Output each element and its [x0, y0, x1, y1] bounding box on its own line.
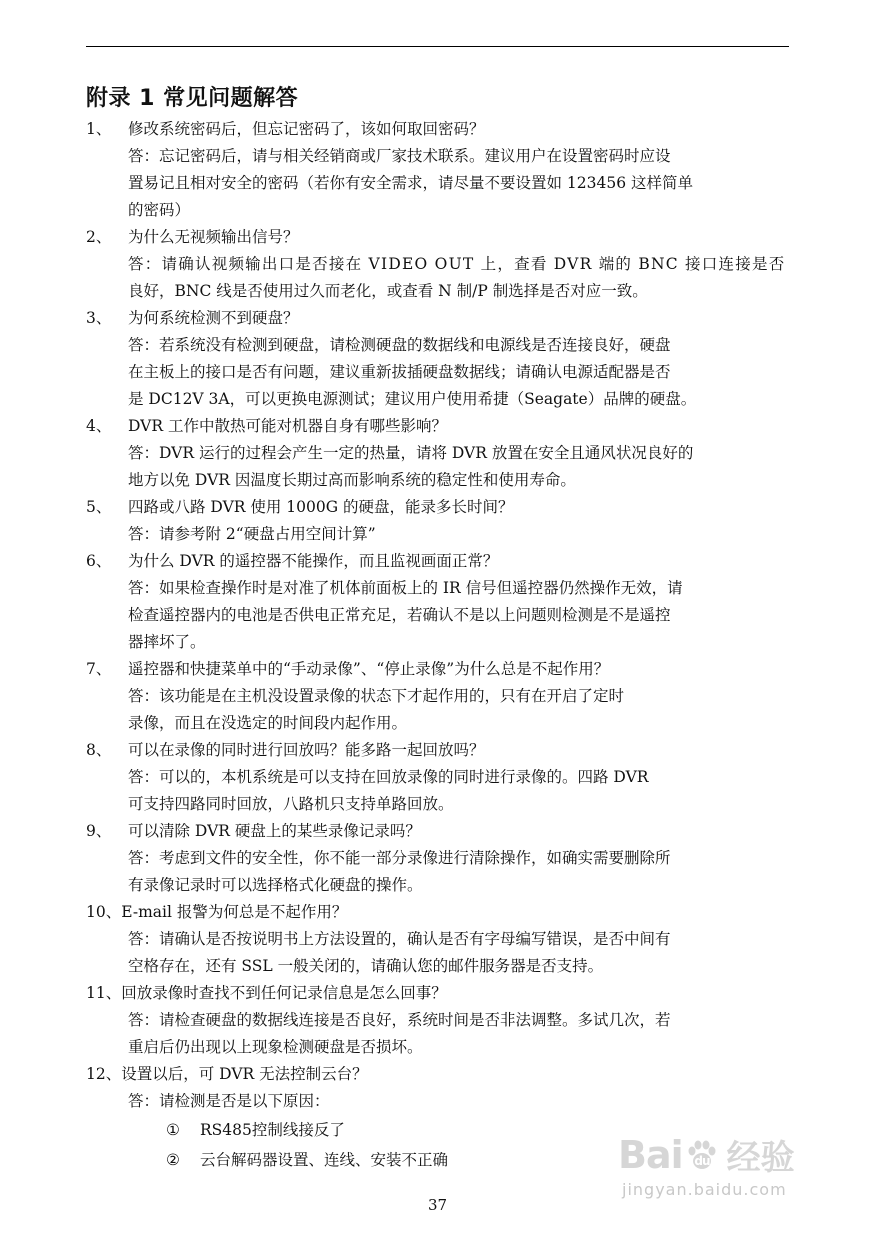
question-number: 3、 — [86, 309, 112, 327]
question-number: 10、 — [86, 903, 122, 921]
faq-question — [86, 116, 786, 143]
header-rule — [86, 46, 789, 47]
question-text: 为何系统检测不到硬盘？ — [128, 309, 299, 327]
faq-answer — [128, 332, 784, 413]
faq-answer — [128, 575, 784, 656]
faq-answer — [128, 926, 784, 980]
faq-question — [86, 656, 786, 683]
watermark-logo-bai: Bai — [618, 1132, 683, 1177]
question-text: DVR 工作中散热可能对机器自身有哪些影响？ — [128, 417, 447, 435]
question-text: 四路或八路 DVR 使用 1000G 的硬盘，能录多长时间？ — [128, 498, 514, 516]
answer-line: 可支持四路同时回放，八路机只支持单路回放。 — [128, 795, 454, 813]
answer-line: 检查遥控器内的电池是否供电正常充足，若确认不是以上问题则检测是不是遥控 — [128, 606, 671, 624]
faq-answer — [128, 521, 784, 548]
faq-question — [86, 818, 786, 845]
answer-line: 重启后仍出现以上现象检测硬盘是否损坏。 — [128, 1038, 423, 1056]
question-number: 9、 — [86, 822, 112, 840]
faq-question — [86, 980, 786, 1007]
answer-line: 答：请检查硬盘的数据线连接是否良好，系统时间是否非法调整。多试几次，若 — [128, 1011, 671, 1029]
question-number: 7、 — [86, 660, 112, 678]
answer-line: 答：若系统没有检测到硬盘，请检测硬盘的数据线和电源线是否连接良好，硬盘 — [128, 336, 671, 354]
answer-line: 答：该功能是在主机没设置录像的状态下才起作用的，只有在开启了定时 — [128, 687, 625, 705]
faq-answer — [128, 143, 784, 224]
cause-text: 云台解码器设置、连线、安装不正确 — [200, 1151, 449, 1169]
cause-marker: ① — [166, 1121, 180, 1139]
answer-line: 良好，BNC 线是否使用过久而老化，或查看 N 制/P 制选择是否对应一致。 — [128, 282, 648, 300]
answer-line: 地方以免 DVR 因温度长期过高而影响系统的稳定性和使用寿命。 — [128, 471, 576, 489]
question-number: 2、 — [86, 228, 112, 246]
question-text: 修改系统密码后，但忘记密码了，该如何取回密码？ — [128, 120, 485, 138]
faq-question — [86, 548, 786, 575]
faq-question — [86, 899, 786, 926]
faq-answer — [128, 440, 784, 494]
paw-icon — [685, 1138, 719, 1172]
watermark-logo — [618, 1130, 795, 1179]
question-text: 回放录像时查找不到任何记录信息是怎么回事？ — [121, 984, 447, 1002]
answer-line: 答：考虑到文件的安全性，你不能一部分录像进行清除操作，如确实需要删除所 — [128, 849, 671, 867]
cause-marker: ② — [166, 1151, 180, 1169]
answer-line: 是 DC12V 3A，可以更换电源测试；建议用户使用希捷（Seagate）品牌的硬盘。 — [128, 390, 697, 408]
question-text: 遥控器和快捷菜单中的“手动录像”、“停止录像”为什么总是不起作用？ — [128, 660, 610, 678]
answer-line: 答：请检测是否是以下原因： — [128, 1092, 330, 1110]
question-number: 8、 — [86, 741, 112, 759]
answer-line: 答：DVR 运行的过程会产生一定的热量，请将 DVR 放置在安全且通风状况良好的 — [128, 444, 694, 462]
answer-line: 答：请确认是否按说明书上方法设置的，确认是否有字母编写错误，是否中间有 — [128, 930, 671, 948]
question-number: 11、 — [86, 984, 122, 1002]
question-text: E-mail 报警为何总是不起作用？ — [121, 903, 348, 921]
question-number: 5、 — [86, 498, 112, 516]
faq-answer — [128, 845, 784, 899]
faq-question — [86, 413, 786, 440]
faq-answer — [128, 764, 784, 818]
question-text: 设置以后，可 DVR 无法控制云台？ — [121, 1065, 368, 1083]
answer-line: 有录像记录时可以选择格式化硬盘的操作。 — [128, 876, 423, 894]
page-number: 37 — [427, 1196, 448, 1214]
svg-text:du: du — [694, 1153, 710, 1168]
answer-line: 答：请参考附 2“硬盘占用空间计算” — [128, 525, 376, 543]
answer-line: 在主板上的接口是否有问题，建议重新拔插硬盘数据线；请确认电源适配器是否 — [128, 363, 671, 381]
faq-list — [86, 116, 786, 1175]
faq-question — [86, 737, 786, 764]
answer-line: 答：请确认视频输出口是否接在 VIDEO OUT 上，查看 DVR 端的 BNC 接口连接是否 — [128, 255, 786, 273]
question-number: 4、 — [86, 417, 112, 435]
question-number: 1、 — [86, 120, 112, 138]
answer-line: 答：可以的，本机系统是可以支持在回放录像的同时进行录像的。四路 DVR — [128, 768, 649, 786]
faq-answer — [128, 1088, 784, 1115]
faq-question — [86, 1061, 786, 1088]
faq-answer — [128, 683, 784, 737]
question-number: 12、 — [86, 1065, 122, 1083]
question-text: 为什么无视频输出信号？ — [128, 228, 299, 246]
answer-line: 的密码） — [128, 201, 191, 219]
answer-line: 空格存在，还有 SSL 一般关闭的，请确认您的邮件服务器是否支持。 — [128, 957, 604, 975]
question-text: 为什么 DVR 的遥控器不能操作，而且监视画面正常？ — [128, 552, 499, 570]
answer-line: 答：忘记密码后，请与相关经销商或厂家技术联系。建议用户在设置密码时应设 — [128, 147, 671, 165]
faq-answer — [128, 251, 784, 305]
question-text: 可以在录像的同时进行回放吗？能多路一起回放吗？ — [128, 741, 485, 759]
page-title: 附录 1 常见问题解答 — [86, 86, 299, 111]
answer-line: 录像，而且在没选定的时间段内起作用。 — [128, 714, 408, 732]
question-text: 可以清除 DVR 硬盘上的某些录像记录吗？ — [128, 822, 421, 840]
faq-question — [86, 224, 786, 251]
faq-answer — [128, 1007, 784, 1061]
watermark-url: jingyan.baidu.com — [622, 1180, 787, 1199]
faq-question — [86, 305, 786, 332]
cause-text: RS485控制线接反了 — [200, 1121, 345, 1139]
answer-line: 置易记且相对安全的密码（若你有安全需求，请尽量不要设置如 123456 这样简单 — [128, 174, 694, 192]
baidu-jingyan-watermark — [618, 1130, 818, 1220]
faq-question — [86, 494, 786, 521]
question-number: 6、 — [86, 552, 112, 570]
answer-line: 答：如果检查操作时是对准了机体前面板上的 IR 信号但遥控器仍然操作无效，请 — [128, 579, 683, 597]
answer-line: 器摔坏了。 — [128, 633, 206, 651]
watermark-logo-cn: 经验 — [726, 1138, 795, 1178]
